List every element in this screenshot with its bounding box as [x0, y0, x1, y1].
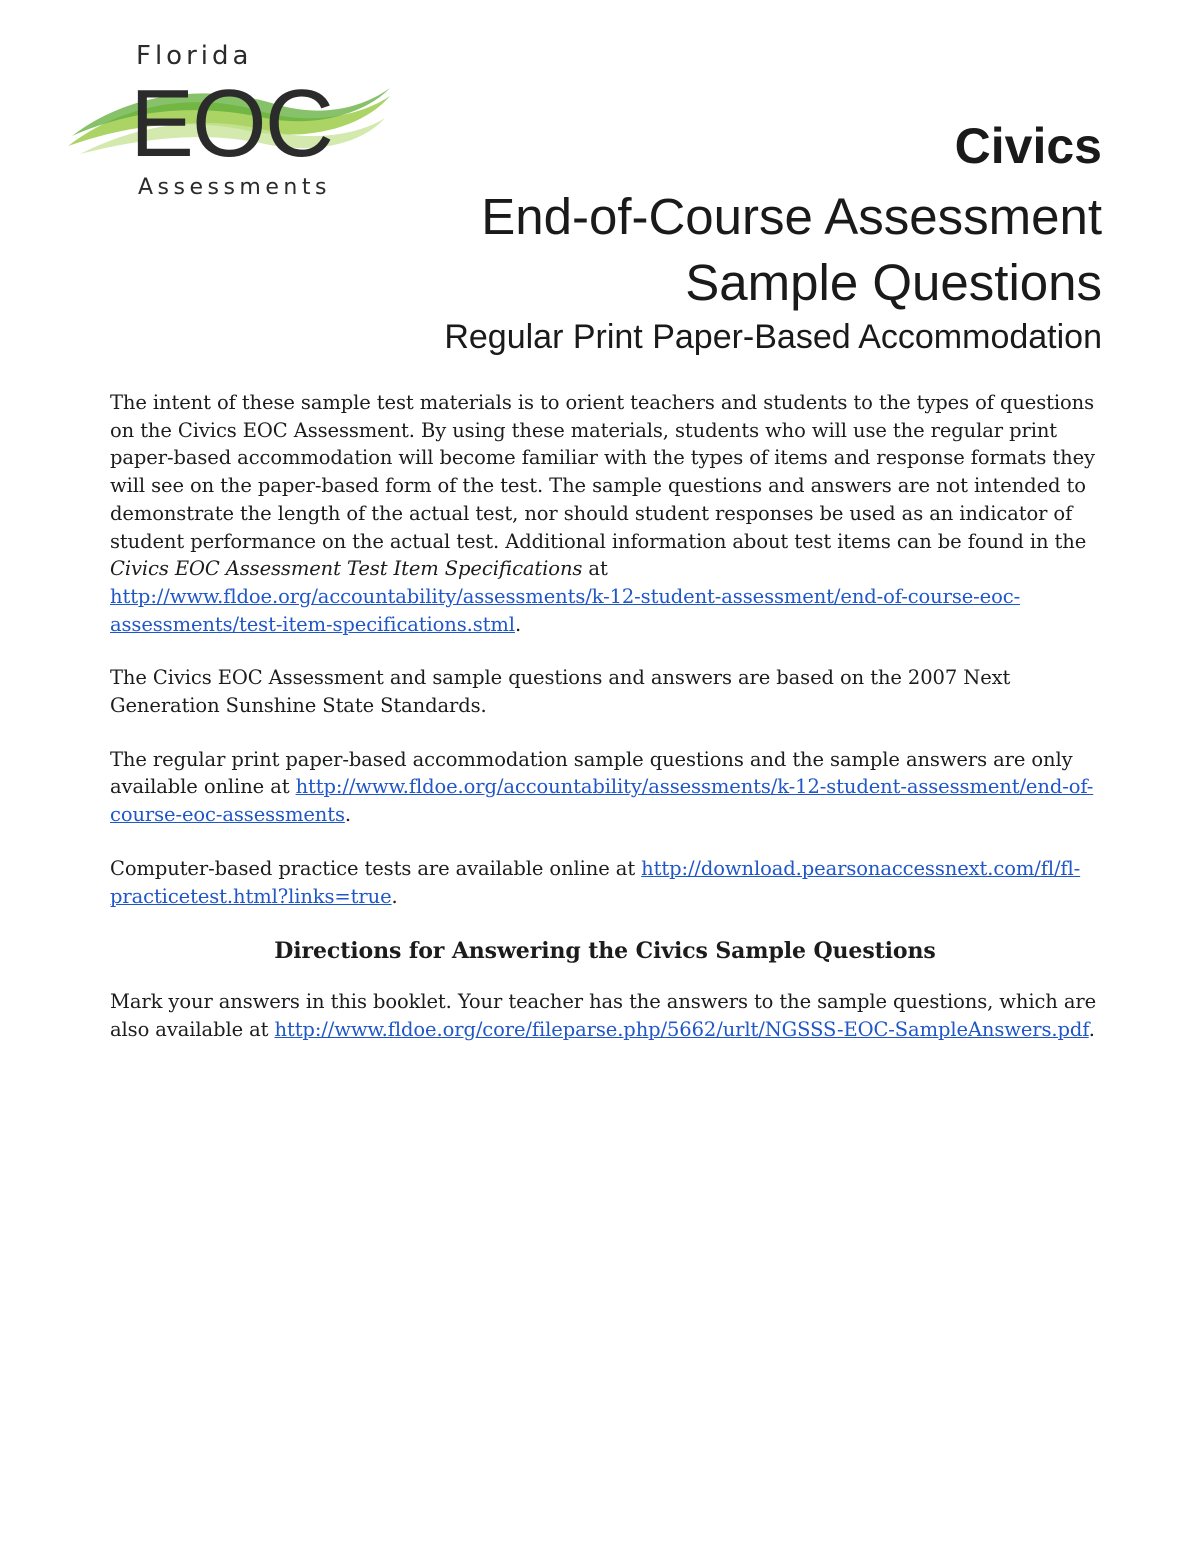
directions-text: Mark your answers in this booklet. Your teacher has the answers to the sample questions, which are also available at	[110, 990, 1097, 1041]
directions-heading: Directions for Answering the Civics Sample Questions	[274, 938, 936, 965]
intro-end: .	[514, 612, 522, 636]
directions-end: .	[1088, 1017, 1095, 1041]
accommodation-title: Regular Print Paper-Based Accommodation	[444, 318, 1102, 356]
subtitle-line2: Sample Questions	[685, 254, 1102, 311]
practice-end: .	[391, 884, 398, 908]
intro-text: The intent of these sample test materials is to orient teachers and students to the types of questions on the Civics EOC Assessment. By using these materials, students who will use the regular print paper-based accommodation will become familiar with the types of items and response formats they will see on the paper-based form of the test. The sample questions and answers are not intended to demonstrate the length of the actual test, nor should student responses be used as an indicator of student performance on the actual test. Additional information about test items can be found in the	[110, 391, 1095, 553]
page-title: Civics	[954, 118, 1102, 174]
specifications-title: Civics EOC Assessment Test Item Specifications	[110, 557, 583, 581]
intro-text-at: at	[582, 557, 608, 581]
intro-paragraph	[110, 389, 1100, 638]
availability-text: The regular print paper-based accommodation sample questions and the sample answers are only available online at	[110, 747, 1073, 799]
title-block	[444, 108, 1102, 358]
specifications-link[interactable]: http://www.fldoe.org/accountability/assessments/k-12-student-assessment/end-of-course-eoc-assessments/test-item-specifications.stml	[110, 584, 1021, 636]
document-body	[110, 389, 1100, 1070]
availability-link[interactable]: http://www.fldoe.org/accountability/assessments/k-12-student-assessment/end-of-course-eoc-assessments	[110, 775, 1094, 827]
practice-text: Computer-based practice tests are available online at	[110, 856, 642, 880]
florida-eoc-logo	[60, 36, 400, 206]
availability-paragraph	[110, 746, 1100, 829]
logo-bottom-text: Assessments	[138, 175, 331, 200]
logo-graphic	[60, 36, 400, 206]
logo-main-text: EOC	[130, 70, 333, 177]
standards-paragraph: The Civics EOC Assessment and sample questions and answers are based on the 2007 Next Generation Sunshine State Standards.	[110, 666, 1011, 718]
practice-paragraph	[110, 855, 1100, 910]
subtitle-line1: End-of-Course Assessment	[481, 188, 1102, 245]
availability-end: .	[344, 803, 352, 827]
sample-answers-link[interactable]: http://www.fldoe.org/core/fileparse.php/5662/urlt/NGSSS-EOC-SampleAnswers.pdf	[274, 1017, 1089, 1041]
logo-top-text: Florida	[136, 41, 253, 71]
practice-test-link[interactable]: http://download.pearsonaccessnext.com/fl/fl-practicetest.html?links=true	[110, 856, 1081, 908]
directions-paragraph	[110, 988, 1100, 1043]
